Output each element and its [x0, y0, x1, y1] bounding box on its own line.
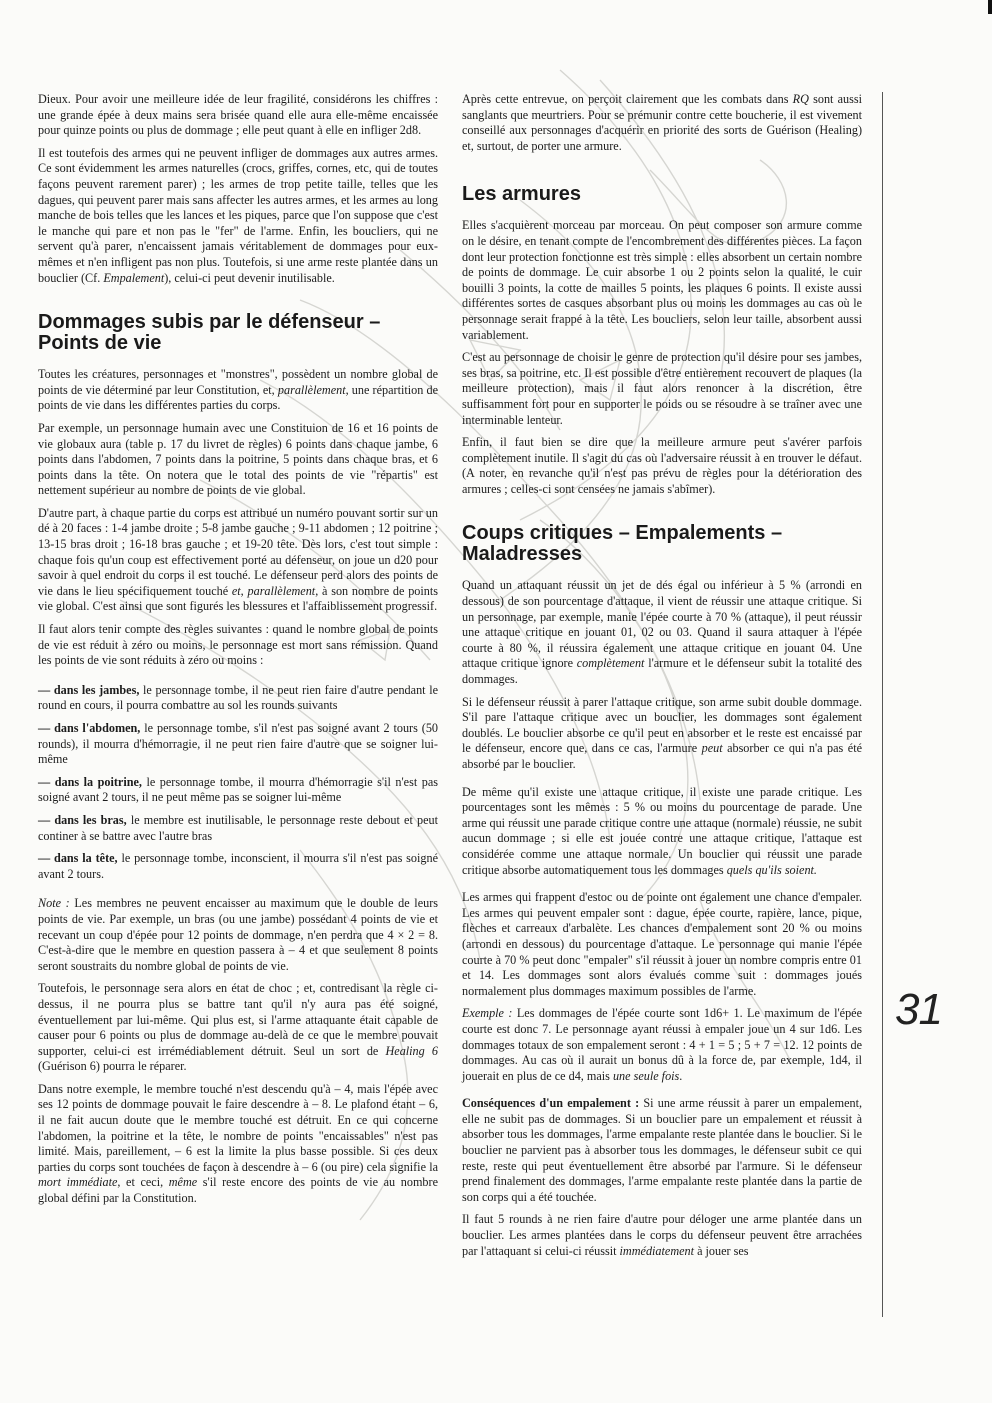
text-italic: immédiatement — [619, 1243, 695, 1258]
page-number: 31 — [895, 985, 942, 1034]
text-italic: Empalement — [103, 270, 165, 285]
paragraph — [38, 146, 438, 286]
paragraph — [462, 695, 862, 773]
text-italic: peut — [701, 741, 723, 756]
text: . — [679, 1068, 683, 1083]
right-column — [462, 92, 862, 1266]
consequences-label: Conséquences d'un empalement : — [462, 1096, 640, 1111]
consequences-paragraph — [462, 1096, 862, 1205]
text: Après cette entrevue, on perçoit clairement que les combats dans — [462, 92, 793, 106]
text: ), celui-ci peut devenir inutilisable. — [164, 270, 335, 285]
note-paragraph — [38, 896, 438, 974]
scan-edge-mark — [988, 0, 992, 14]
example-label: Exemple : — [462, 1006, 513, 1021]
text: sont aussi sanglants que meurtriers. Pour se prémunir contre cette boucherie, il est vivement conseillé aux personnages d'acquérir en priorité des sorts de Guérison (Healing) et, surtout, de porter une armure. — [462, 92, 862, 153]
text-italic: et, parallèlement — [231, 583, 316, 598]
text: Dans notre exemple, le membre touché n'est descendu qu'à – 4, mais l'épée avec ses 12 points de dommage pouvait le faire descendre à – 8. Le plafond étant – 6, il ne fait aucun doute que le membre touché est détruit. En ce qui concerne l'abdomen, la poitrine et la tête, le nombre de points "encaissables" n'est pas limité. Mais, pareillement, – 6 est la limite la plus basse possible. Si ces deux parties du corps sont touchées de façon à descendre à – 6 (ou pire) cela signifie la — [38, 1081, 438, 1174]
text: le personnage tombe, s'il n'est pas soigné avant 2 tours (50 rounds), il mourra d'hémorragie, il ne peut rien faire d'autre que se soigner lui-même — [38, 721, 439, 767]
text: Toutefois, le personnage sera alors en état de choc ; et, contredisant la règle ci-dessus, il ne pourra plus se battre tant qu'il n'y aura pas été soigné, éventuellement par lui-même. Qui plus est, si l'arme attaquante était capable de causer pour 6 points ou plus de dommage au-delà de ce que le membre pouvait supporter, celui-ci est irrémédiablement détruit. Seul un sort de — [38, 981, 438, 1058]
text-italic: parallèlement — [277, 382, 346, 397]
left-column — [38, 92, 438, 1214]
text-italic: quels qu'ils soient. — [726, 862, 817, 877]
text: Si le défenseur réussit à parer l'attaque critique, son arme subit double dommage. S'il pare l'attaque critique avec un bouclier, les dommages sont également doublés. Le bouclier absorbe ce qu'il peut en absorber et le reste est encaissé par le défenseur, encore que, dans ce cas, l'armure — [462, 694, 862, 756]
text: à jouer ses — [694, 1243, 749, 1258]
section-heading-armures: Les armures — [462, 183, 581, 206]
text: le membre est inutilisable, le personnage reste debout et peut continer à se battre avec l'autre bras — [38, 812, 438, 843]
list-label: — dans la tête, — [38, 851, 118, 866]
paragraph: Par exemple, un personnage humain avec une Constituion de 16 et 16 points de vie globaux aura (table p. 17 du livret de règles) 6 points dans chaque jambe, 6 points dans l'abdomen, 7 points dans la poitrine, 5 points dans chaque bras, et 6 points dans la tête. On notera que le total des points de vie "répartis" est nettement supérieur au nombre de points de vie global. — [38, 420, 438, 498]
paragraph: Les armes qui frappent d'estoc ou de pointe ont également une chance d'empaler. Les armes qui peuvent empaler sont : dague, épée courte, rapière, lance, pique, flèches et carreaux d'arbalète. Les chances d'empalement sont 20 % ou moins (arrondi en dessous) du pourcentage d'attaque. Le personnage qui manie l'épée courte à 70 % peut donc "empaler" s'il réussit à jouer un nombre compris entre 01 et 14. Les dommages sont alors évalués comme suit : dommages joués normalement plus dommages maximum possibles de l'arme. — [462, 890, 862, 998]
list-item-jambes — [38, 683, 438, 714]
text-italic: mort immédiate — [38, 1175, 118, 1190]
paragraph — [462, 578, 862, 687]
text-italic: une seule fois — [612, 1068, 680, 1083]
text: absorber ce qui n'a pas été absorbé par le bouclier. — [462, 741, 862, 771]
text: Si une arme réussit à parer un empalement, elle ne subit pas de dommages. Si un bouclier pare un empalement et réussit à absorber tous les dommages, l'arme empalante reste plantée dans le bouclier. Si le bouclier ne parvient pas à absorber tous les dommages, le défenseur subit ce qui reste, reste qui peut éventuellement être absorbé par l'armure. Si le défenseur prend finalement des dommages, l'arme empalante reste plantée dans la partie de son corps qui a été touchée. — [462, 1096, 862, 1204]
text: De même qu'il existe une attaque critique, il existe une parade critique. Les pourcentages sont les mêmes : 5 % ou moins du pourcentage de parade. Une arme qui réussit une parade critique contre une attaque (normale) réussie, ne subit aucun dommage ; si elle est jouée contre une attaque critique, l'attaque est considérée comme une attaque normale. Un bouclier qui réussit une parade critique absorbe automatiquement tous les dommages — [462, 784, 862, 877]
paragraph: Enfin, il faut bien se dire que la meilleure armure peut s'avérer parfois complètement inutile. Il s'agit du cas où l'adversaire réussit à en trouver le défaut. (A noter, en revanche qu'il n'est pas prévu de règles pour la détérioration des armures ; celles-ci sont censées ne jamais s'abîmer). — [462, 435, 862, 496]
section-heading-coups-critiques: Coups critiques – Empalements – Maladresses — [462, 522, 783, 566]
text-italic: RQ — [792, 92, 809, 106]
paragraph — [462, 1212, 862, 1259]
text: Les membres ne peuvent encaisser au maximum que le double de leurs points de vie. Par exemple, un bras (ou une jambe) possédant 4 points de vie et recevant un coup d'épée pour 12 points de dommage, n'en perdra que 4 × 2 = 8. C'est-à-dire que le membre en question passera à – 4 et que seulement 8 points seront soustraits du nombre global de points de vie. — [38, 896, 439, 973]
paragraph: Elles s'acquièrent morceau par morceau. On peut composer son armure comme on le désire, en tenant compte de l'encombrement des différentes pièces. La façon dont leur protection fonctionne est très simple : elles absorbent un certain nombre de points de dommage. Le cuir absorbe 1 ou 2 points selon la qualité, le cuir bouilli 3 points, la cotte de mailles 5 points, les plaques 6 points. Il existe aussi différentes sortes de casques absorbant plus ou moins les dommages au cas où le personnage serait frappé à la tête. Les boucliers, selon leur taille, absorbent aussi variablement. — [462, 218, 862, 342]
note-label: Note : — [38, 896, 70, 911]
list-label: — dans la poitrine, — [38, 774, 142, 789]
text: D'autre part, à chaque partie du corps est attribué un numéro pouvant sortir sur un dé à 20 faces : 1-4 jambe droite ; 5-8 jambe gauche ; 9-11 abdomen ; 12 poitrine ; 13-15 bras droit ; 16-18 bras gauche ; et 19-20 tête. Dès lors, c'est tout simple : chaque fois qu'un coup est effectivement porté au défenseur, on joue un d20 pour savoir à quel endroit du corps il est touché. Le défenseur perd alors des points de vie dans le lieu spécifiquement touché — [38, 505, 438, 598]
paragraph — [38, 367, 438, 414]
paragraph — [462, 92, 862, 154]
paragraph: Il faut alors tenir compte des règles suivantes : quand le nombre global de points de vie est réduit à zéro ou moins, le personnage est mort sans rémission. Quand les points de vie sont réduits à zéro ou moins : — [38, 622, 438, 668]
text-italic: même — [168, 1175, 198, 1190]
list-item-poitrine — [38, 775, 438, 806]
text-italic: complètement — [576, 656, 645, 671]
text: Quand un attaquant réussit un jet de dés égal ou inférieur à 5 % (arrondi en dessous) de son pourcentage d'attaque, il vient de réussir une attaque critique. Si un personnage, par exemple, manie l'épée courte à 70 % (attaque), il peut réussir une attaque critique en jouant 01, 02 ou 03. Quand il saura attaquer à l'épée courte à 80 %, il réussira également une attaque critique en jouant 04. Une attaque critique ignore — [462, 578, 862, 671]
column-rule — [882, 92, 883, 1317]
text: s'il reste encore des points de vie au nombre global défini par la Constitution. — [38, 1175, 438, 1206]
list-label: — dans l'abdomen, — [38, 721, 141, 735]
list-item-bras — [38, 813, 438, 844]
list-label: — dans les jambes, — [38, 682, 140, 697]
text: , une répartition de points de vie dans les différentes parties du corps. — [38, 382, 438, 413]
text: Il faut 5 rounds à ne rien faire d'autre pour déloger une arme plantée dans un bouclier. Les armes plantées dans le corps du défenseur peuvent être arrachées par l'attaquant si celui-ci réussit — [462, 1212, 862, 1258]
text: Toutes les créatures, personnages et "monstres", possèdent un nombre global de points de vie déterminé par leur Constitution, et, — [38, 367, 438, 397]
list-item-tete — [38, 851, 438, 882]
paragraph: C'est au personnage de choisir le genre de protection qu'il désire pour ses jambes, ses bras, sa poitrine, etc. Il est possible d'être entièrement recouvert de plaques (la meilleure protection), mais il faut alors renoncer à la discrétion, être suffisamment fort pour en supporter le poids ou se résoudre à se traîner avec une interminable lenteur. — [462, 350, 862, 427]
text: le personnage tombe, inconscient, il mourra s'il n'est pas soigné avant 2 tours. — [38, 851, 438, 881]
text: Il est toutefois des armes qui ne peuvent infliger de dommages aux autres armes. Ce sont évidemment les armes naturelles (crocs, griffes, cornes, etc, qui de toutes façons peuvent rarement parer) ; les armes de trop petite taille, telles que les dagues, qui peuvent parer mais sans affecter les autres armes, et les armes au long manche de bois telles que les lances et les piques, parce que l'on suppose que c'est le manche qui pare et non pas le "fer" de l'arme. Enfin, les boucliers, qui ne servent qu'à parer, n'encaissent jamais véritablement de dommages pour eux-mêmes et n'en infligent pas non plus. Toutefois, si une arme reste plantée dans un bouclier (Cf. — [38, 145, 438, 285]
text: , à son nombre de points vie global. C'est ainsi que sont figurés les blessures et l'affaiblissement progressif. — [38, 583, 438, 614]
paragraph — [38, 1082, 438, 1207]
text: l'armure et le défenseur subit la totalité des dommages. — [462, 656, 863, 687]
text: le personnage tombe, il ne peut rien faire d'autre pendant le round en cours, il pourra combattre au sol les rounds suivants — [38, 682, 438, 713]
list-label: — dans les bras, — [38, 812, 127, 827]
text: le personnage tombe, il mourra d'hémorragie s'il n'est pas soigné avant 2 tours, il ne peut même pas se soigner lui-même — [38, 774, 438, 805]
paragraph — [462, 785, 862, 879]
text: (Guérison 6) pourra le réparer. — [38, 1059, 187, 1074]
section-heading-dommages: Dommages subis par le défenseur – Points de vie — [38, 311, 381, 355]
list-item-abdomen — [38, 721, 438, 768]
paragraph — [38, 506, 438, 615]
text: , et ceci, — [117, 1175, 169, 1190]
text-italic: Healing 6 — [385, 1043, 438, 1058]
paragraph — [38, 981, 438, 1075]
text: Les dommages de l'épée courte sont 1d6+ 1. Le maximum de l'épée courte est donc 7. Le personnage ayant réussi à empaler joue un 4 sur 1d6. Les dommages totaux de son empalement seront : 4 + 1 = 5 ; 5 + 7 = 12. 12 points de dommages. Au cas où il aurait un bonus dû à la force de, par exemple, 1d4, il jouerait en plus de ce d4, mais — [462, 1006, 862, 1083]
example-paragraph — [462, 1006, 862, 1084]
paragraph: Dieux. Pour avoir une meilleure idée de leur fragilité, considérons les chiffres : une grande épée à deux mains sera brisée quand elle aura elle-même encaissée pour quinze points ou plus de dommage ; elle peut quant à elle en infliger 2d8. — [38, 92, 438, 138]
